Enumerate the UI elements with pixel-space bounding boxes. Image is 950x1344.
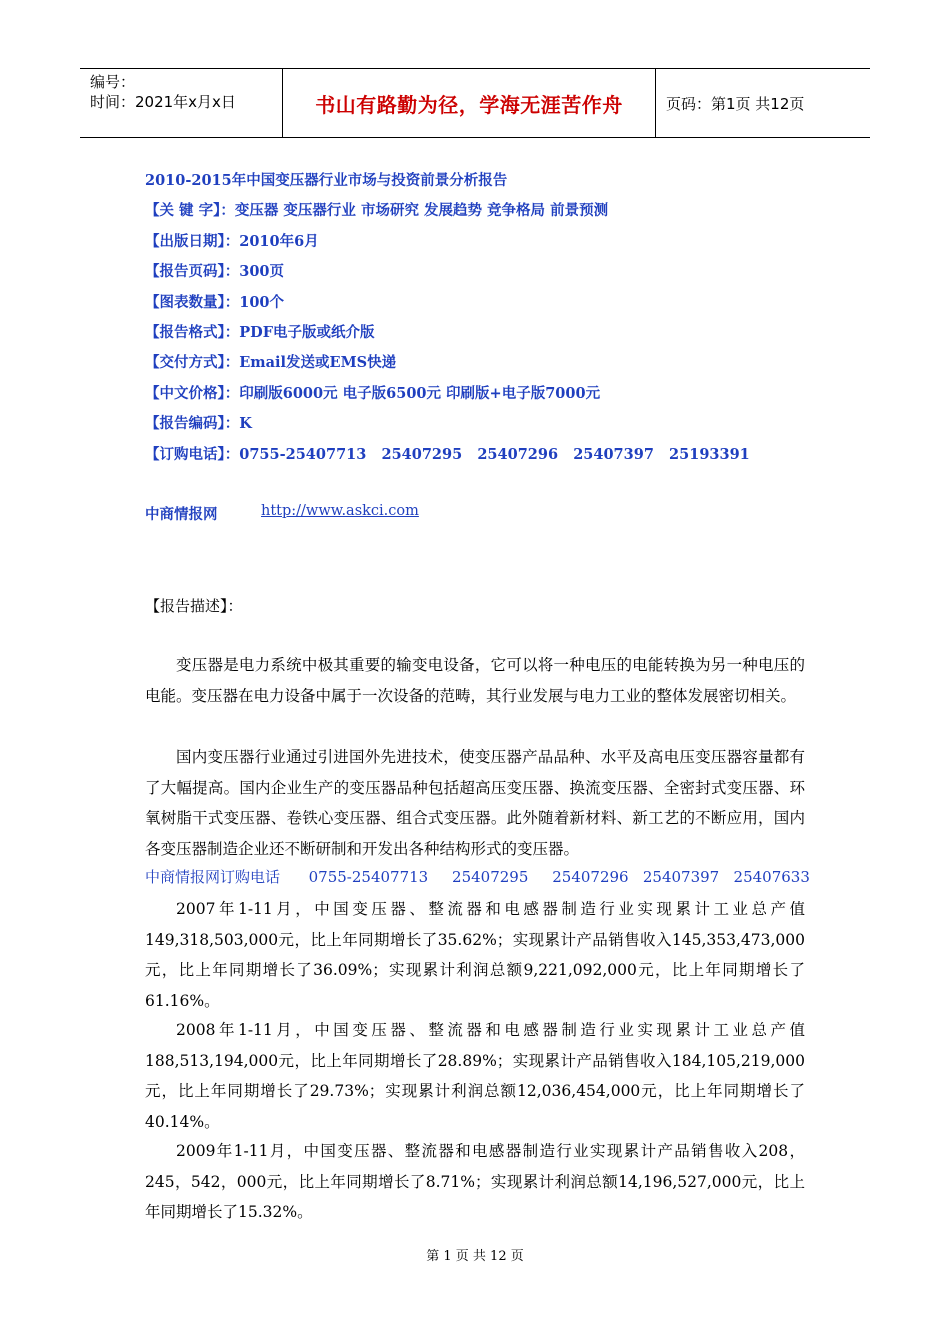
meta-page-count: 【报告页码】：300页 [145,263,285,281]
header-left [90,72,236,112]
meta-format: 【报告格式】：PDF电子版或纸介版 [145,323,375,341]
meta-phone: 【订购电话】：0755-25407713 25407295 25407296 25407397 25193391 [145,445,750,463]
doc-number: 编号： [90,73,136,91]
order-phone-line: 中商情报网订购电话 0755-25407713 25407295 25407296 25407397 25407633 [145,868,810,886]
page-header [80,68,870,138]
report-meta [145,169,750,473]
site-name: 中商情报网 [145,506,218,523]
meta-publish-date: 【出版日期】：2010年6月 [145,232,319,250]
paragraph: 2007年1-11月，中国变压器、整流器和电感器制造行业实现累计工业总产值149,318,503,000元，比上年同期增长了35.62%；实现累计产品销售收入145,353,473,000元，比上年同期增长了36.09%；实现累计利润总额9,221,092,000元，比上年同期增长了61.16%。 [145,900,805,1010]
report-title: 2010-2015年中国变压器行业市场与投资前景分析报告 [145,172,508,189]
paragraph: 2008年1-11月，中国变压器、整流器和电感器制造行业实现累计工业总产值188,513,194,000元，比上年同期增长了28.89%；实现累计产品销售收入184,105,219,000元，比上年同期增长了29.73%；实现累计利润总额12,036,454,000元，比上年同期增长了40.14%。 [145,1021,805,1131]
meta-code: 【报告编码】：K [145,415,252,433]
meta-delivery: 【交付方式】：Email发送或EMS快递 [145,354,397,372]
doc-date: 时间：2021年x月x日 [90,93,236,111]
paragraph: 变压器是电力系统中极其重要的输变电设备，它可以将一种电压的电能转换为另一种电压的电能。变压器在电力设备中属于一次设备的范畴，其行业发展与电力工业的整体发展密切相关。 [145,656,805,705]
header-motto: 书山有路勤为径，学海无涯苦作舟 [282,69,656,137]
site-row [145,503,419,524]
paragraph: 国内变压器行业通过引进国外先进技术，使变压器产品品种、水平及高电压变压器容量都有了大幅提高。国内企业生产的变压器品种包括超高压变压器、换流变压器、全密封式变压器、环氧树脂干式变压器、卷铁心变压器、组合式变压器。此外随着新材料、新工艺的不断应用，国内各变压器制造企业还不断研制和开发出各种结构形式的变压器。 [145,748,805,858]
meta-price: 【中文价格】：印刷版6000元 电子版6500元 印刷版+电子版7000元 [145,384,601,402]
header-page-info: 页码：第1页 共12页 [666,95,805,113]
page-footer: 第 1 页 共 12 页 [426,1249,524,1264]
paragraph: 2009年1-11月，中国变压器、整流器和电感器制造行业实现累计产品销售收入208，245，542，000元，比上年同期增长了8.71%；实现累计利润总额14,196,527,000元，比上年同期增长了15.32%。 [145,1142,805,1221]
meta-keywords: 【关 键 字】：变压器 变压器行业 市场研究 发展趋势 竞争格局 前景预测 [145,202,609,220]
site-link[interactable]: http://www.askci.com [261,503,419,519]
meta-chart-count: 【图表数量】：100个 [145,293,285,311]
description-heading: 【报告描述】： [145,597,243,615]
